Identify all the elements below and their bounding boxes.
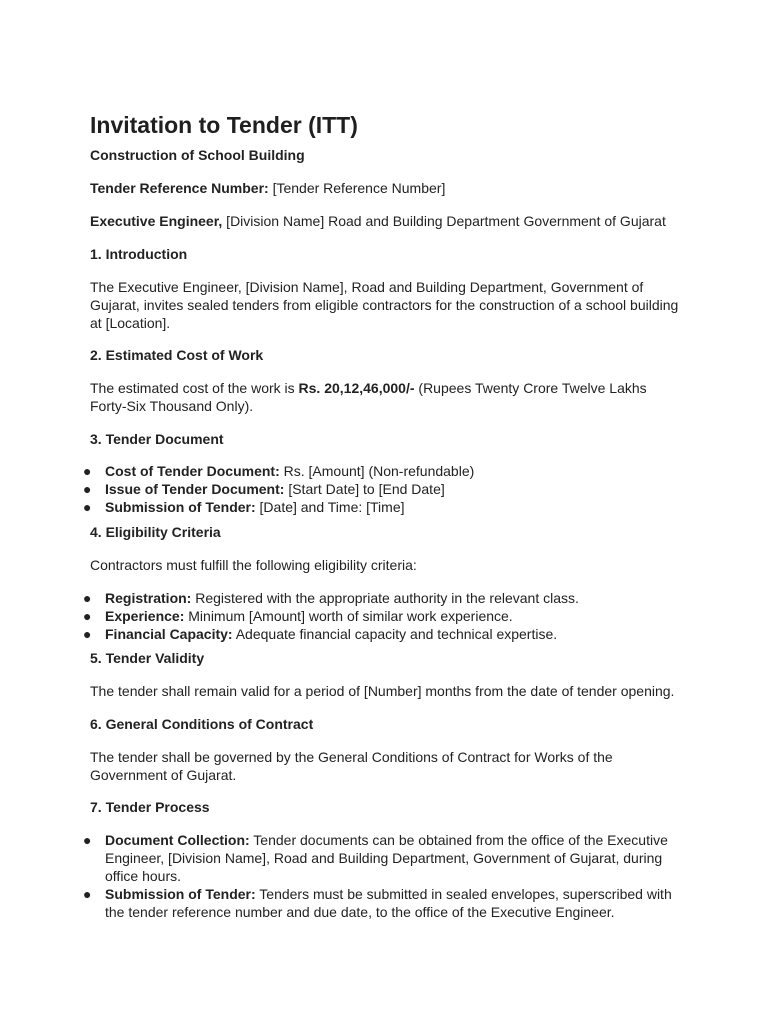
bullet-icon: ● — [83, 626, 92, 642]
bullet-icon: ● — [83, 590, 92, 606]
list-item — [83, 498, 680, 516]
estimated-cost-suffix: (Rupees Twenty Crore Twelve Lakhs Forty-Six Thousand Only). — [90, 380, 647, 414]
estimated-cost-prefix: The estimated cost of the work is — [90, 380, 299, 396]
issuer-value: [Division Name] Road and Building Department Government of Gujarat — [222, 213, 666, 229]
issuer-label: Executive Engineer, — [90, 213, 223, 229]
section-heading-estimated-cost: 2. Estimated Cost of Work — [90, 347, 264, 363]
tender-reference-label: Tender Reference Number: — [90, 180, 269, 196]
list-item — [83, 885, 680, 921]
process-list — [83, 831, 680, 921]
list-item-text: Adequate financial capacity and technical expertise. — [232, 626, 558, 642]
list-item — [83, 607, 680, 625]
bullet-icon: ● — [83, 832, 92, 848]
list-item-label: Registration: — [105, 590, 192, 606]
general-conditions-body: The tender shall be governed by the General Conditions of Contract for Works of the Government of Gujarat. — [90, 749, 613, 783]
section-heading-validity: 5. Tender Validity — [90, 650, 205, 666]
document-title: Invitation to Tender (ITT) — [90, 112, 358, 138]
bullet-icon: ● — [83, 886, 92, 902]
list-item-text: Rs. [Amount] (Non-refundable) — [279, 463, 475, 479]
list-item-label: Experience: — [105, 608, 185, 624]
list-item-text: Minimum [Amount] worth of similar work experience. — [184, 608, 513, 624]
list-item-text: Registered with the appropriate authority in the relevant class. — [191, 590, 579, 606]
list-item — [83, 831, 680, 885]
list-item — [83, 589, 680, 607]
list-item-label: Submission of Tender: — [105, 886, 256, 902]
list-item-text: Tenders must be submitted in sealed envelopes, superscribed with the tender reference number and due date, to the office of the Executive Engineer. — [105, 886, 672, 920]
bullet-icon: ● — [83, 499, 92, 515]
list-item — [83, 462, 680, 480]
list-item-label: Cost of Tender Document: — [105, 463, 280, 479]
list-item-label: Submission of Tender: — [105, 499, 256, 515]
introduction-body: The Executive Engineer, [Division Name], Road and Building Department, Government of Gujarat, invites sealed tenders from eligible contractors for the construction of a school building at [Location]. — [90, 279, 679, 331]
eligibility-list — [83, 589, 680, 643]
estimated-cost-body — [90, 379, 680, 415]
tender-document-list — [83, 462, 680, 516]
list-item-text: [Start Date] to [End Date] — [284, 481, 445, 497]
section-heading-eligibility: 4. Eligibility Criteria — [90, 524, 221, 540]
list-item-label: Financial Capacity: — [105, 626, 233, 642]
section-heading-process: 7. Tender Process — [90, 799, 210, 815]
tender-reference — [90, 179, 680, 197]
list-item-text: [Date] and Time: [Time] — [255, 499, 405, 515]
validity-body: The tender shall remain valid for a period of [Number] months from the date of tender opening. — [90, 683, 675, 699]
bullet-icon: ● — [83, 481, 92, 497]
tender-reference-value: [Tender Reference Number] — [268, 180, 446, 196]
bullet-icon: ● — [83, 608, 92, 624]
section-heading-general-conditions: 6. General Conditions of Contract — [90, 716, 314, 732]
list-item-label: Document Collection: — [105, 832, 250, 848]
bullet-icon: ● — [83, 463, 92, 479]
issuer-line — [90, 212, 680, 230]
list-item — [83, 625, 680, 643]
section-heading-introduction: 1. Introduction — [90, 246, 188, 262]
eligibility-intro: Contractors must fulfill the following eligibility criteria: — [90, 557, 417, 573]
list-item-text: Tender documents can be obtained from the office of the Executive Engineer, [Division Name], Road and Building Department, Government of Gujarat, during office hours. — [105, 832, 668, 884]
list-item-label: Issue of Tender Document: — [105, 481, 285, 497]
section-heading-tender-document: 3. Tender Document — [90, 431, 224, 447]
estimated-cost-amount: Rs. 20,12,46,000/- — [298, 380, 415, 396]
list-item — [83, 480, 680, 498]
document-subtitle: Construction of School Building — [90, 147, 305, 163]
